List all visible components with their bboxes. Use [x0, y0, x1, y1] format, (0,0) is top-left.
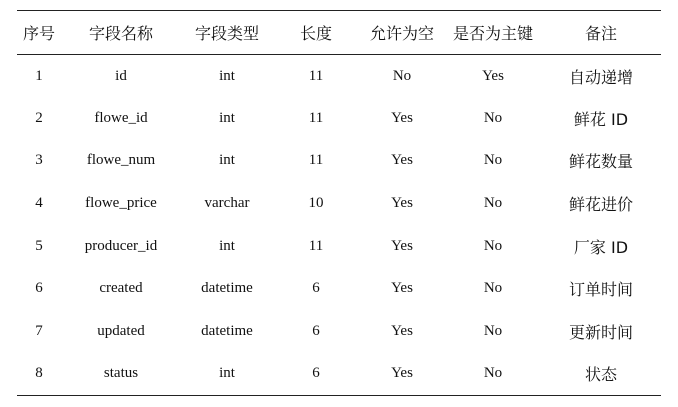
header-primary-key: 是否为主键: [452, 24, 533, 43]
table-row: [17, 140, 661, 183]
cell-primary-key: No: [483, 280, 503, 297]
cell-field-type: int: [219, 67, 235, 84]
cell-field-name: id: [115, 67, 127, 84]
cell-index: 5: [35, 237, 43, 254]
cell-nullable: Yes: [391, 195, 413, 212]
table-row: [17, 55, 661, 98]
cell-remark: 厂家 ID: [573, 237, 629, 257]
cell-primary-key: No: [483, 365, 503, 382]
cell-index: 1: [35, 67, 43, 84]
cell-field-type: int: [219, 109, 235, 126]
cell-remark: 鲜花数量: [568, 152, 633, 172]
header-remark: 备注: [584, 24, 617, 43]
cell-nullable: Yes: [391, 237, 413, 254]
cell-nullable: Yes: [391, 109, 413, 126]
cell-field-name: status: [103, 365, 139, 382]
cell-primary-key: No: [483, 322, 503, 339]
cell-length: 11: [308, 109, 324, 126]
cell-primary-key: No: [483, 195, 503, 212]
cell-remark: 订单时间: [568, 280, 633, 300]
cell-remark: 鲜花进价: [568, 195, 633, 215]
cell-field-name: producer_id: [84, 237, 158, 254]
header-field-type: 字段类型: [194, 24, 259, 43]
cell-index: 4: [35, 195, 43, 212]
cell-length: 6: [312, 322, 320, 339]
cell-nullable: No: [392, 67, 412, 84]
cell-nullable: Yes: [391, 322, 413, 339]
table-row: [17, 267, 661, 310]
cell-field-type: datetime: [201, 280, 253, 297]
cell-field-type: int: [219, 152, 235, 169]
table-row: [17, 182, 661, 225]
cell-remark: 状态: [584, 365, 617, 385]
header-index: 序号: [22, 24, 55, 43]
cell-primary-key: No: [483, 152, 503, 169]
cell-length: 6: [312, 280, 320, 297]
header-nullable: 允许为空: [369, 24, 434, 43]
cell-field-type: datetime: [201, 322, 253, 339]
cell-index: 3: [35, 152, 43, 169]
cell-length: 11: [308, 67, 324, 84]
table-header-row: [17, 11, 661, 55]
cell-field-name: flowe_price: [85, 195, 157, 212]
cell-field-type: varchar: [204, 195, 250, 212]
cell-remark: 鲜花 ID: [573, 109, 629, 129]
cell-index: 6: [35, 280, 43, 297]
table-row: [17, 353, 661, 396]
cell-remark: 更新时间: [568, 322, 633, 342]
header-length: 长度: [299, 24, 332, 43]
header-field-name: 字段名称: [88, 24, 153, 43]
table-row: [17, 97, 661, 140]
cell-primary-key: Yes: [482, 67, 504, 84]
field-table-container: [17, 10, 661, 396]
field-table: [17, 10, 661, 396]
table-row: [17, 310, 661, 353]
cell-primary-key: No: [483, 109, 503, 126]
cell-field-type: int: [219, 365, 235, 382]
cell-length: 11: [308, 237, 324, 254]
cell-nullable: Yes: [391, 365, 413, 382]
cell-length: 11: [308, 152, 324, 169]
cell-nullable: Yes: [391, 280, 413, 297]
cell-index: 8: [35, 365, 43, 382]
cell-length: 10: [308, 195, 324, 212]
table-row: [17, 225, 661, 268]
cell-primary-key: No: [483, 237, 503, 254]
cell-field-type: int: [219, 237, 235, 254]
cell-index: 2: [35, 109, 43, 126]
cell-nullable: Yes: [391, 152, 413, 169]
cell-remark: 自动递增: [568, 67, 633, 87]
cell-length: 6: [312, 365, 320, 382]
cell-field-name: created: [99, 280, 143, 297]
cell-index: 7: [35, 322, 43, 339]
cell-field-name: flowe_id: [94, 109, 148, 126]
cell-field-name: flowe_num: [86, 152, 156, 169]
cell-field-name: updated: [97, 322, 145, 339]
